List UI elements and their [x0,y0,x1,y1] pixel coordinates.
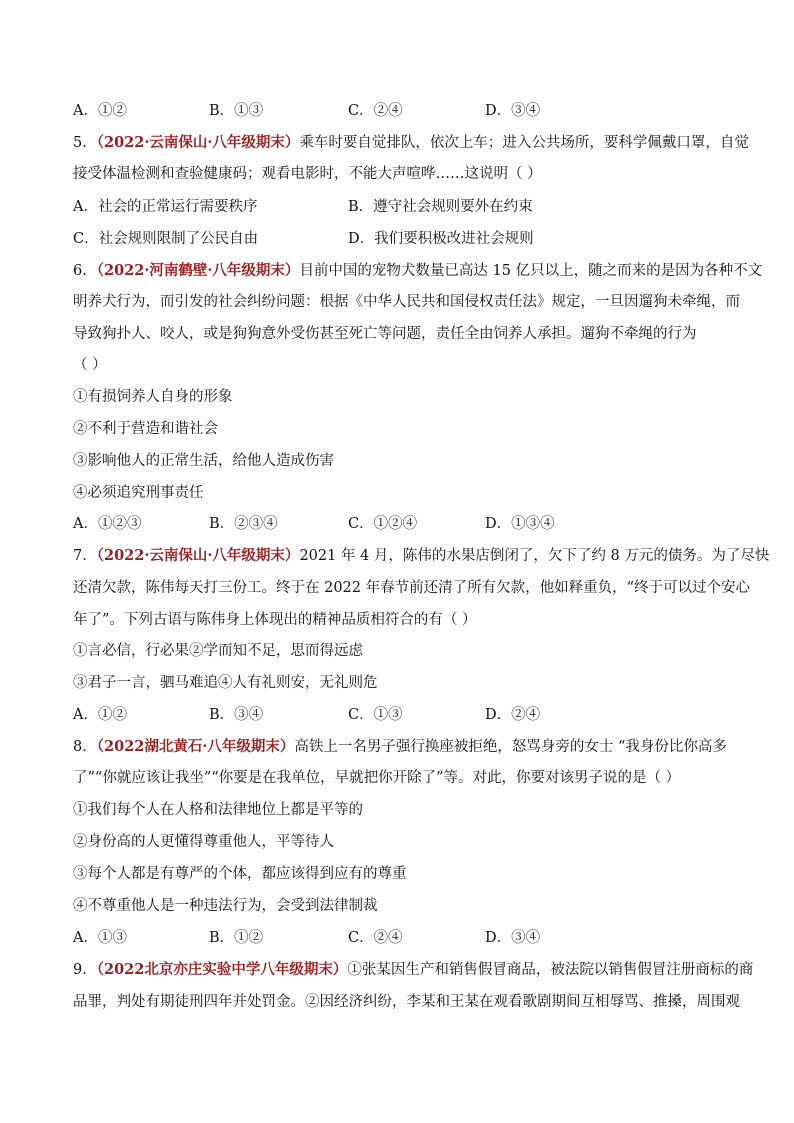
question-7-line-1 [73,546,770,566]
option-b: B．③④ [209,707,264,723]
option-c: C．②④ [348,930,403,946]
question-text: 高铁上一名男子强行换座被拒绝，怒骂身旁的女士 “我身份比你高多 [294,739,727,755]
question-9-line-1 [73,960,754,980]
option-a: A．①②③ [73,516,142,532]
option-a: A．①③ [73,930,127,946]
option-b: B．①② [209,930,264,946]
option-c: C．①②④ [348,516,418,532]
option-d: D．③④ [485,103,541,119]
question-8-line-2: 了”“你就应该让我坐”“你要是在我单位，早就把你开除了”等。对此，你要对该男子说的是（ ） [73,770,681,786]
option-c: C．①③ [348,707,403,723]
question-text: 2021 年 4 月，陈伟的水果店倒闭了，欠下了约 8 万元的债务。为了尽快 [299,548,770,564]
question-5-line-1 [73,133,749,153]
question-number: 5． [73,135,97,151]
statement-4: ④不尊重他人是一种违法行为，会受到法律制裁 [73,898,378,914]
option-a: A．社会的正常运行需要秩序 [73,199,258,215]
question-7-line-3: 年了”。下列古语与陈伟身上体现出的精神品质相符合的有（ ） [73,612,477,628]
statement-1: ①言必信，行必果②学而知不足，思而得远虑 [73,643,363,659]
question-6-line-2: 明养犬行为，而引发的社会纠纷问题：根据《中华人民共和国侵权责任法》规定，一旦因遛狗未牵绳，而 [73,294,740,310]
question-number: 9． [73,962,97,978]
option-a: A．①② [73,103,127,119]
question-6-line-3: 导致狗扑人、咬人，或是狗狗意外受伤甚至死亡等问题，责任全由饲养人承担。遛狗不牵绳的行为 [73,326,697,342]
question-5-line-2: 接受体温检测和查验健康码；观看电影时，不能大声喧哗……这说明（ ） [73,166,542,182]
option-b: B．遵守社会规则要外在约束 [348,199,533,215]
question-number: 6． [73,263,97,279]
statement-3: ③影响他人的正常生活，给他人造成伤害 [73,453,334,469]
question-number: 8． [73,739,97,755]
question-source: （2022·河南鹤壁·八年级期末） [96,262,300,279]
question-6-line-4: （ ） [73,357,107,373]
statement-3: ③每个人都是有尊严的个体，都应该得到应有的尊重 [73,866,407,882]
question-9-line-2: 品罪，判处有期徒刑四年并处罚金。②因经济纠纷，李某和王某在观看歌剧期间互相辱骂、推搡，周围观 [73,994,740,1010]
question-number: 7． [73,548,97,564]
option-a: A．①② [73,707,127,723]
question-text: ①张某因生产和销售假冒商品，被法院以销售假冒注册商标的商 [347,962,754,978]
question-6-line-1 [73,261,763,281]
question-source: （2022湖北黄石·八年级期末） [96,738,295,755]
option-d: D．我们要积极改进社会规则 [348,231,534,247]
option-d: D．①③④ [485,516,555,532]
question-8-line-1 [73,737,727,757]
question-source: （2022·云南保山·八年级期末） [96,134,300,151]
question-source: （2022北京亦庄实验中学八年级期末） [96,961,348,978]
option-b: B．②③④ [209,516,278,532]
question-text: 目前中国的宠物犬数量已高达 15 亿只以上，随之而来的是因为各种不文 [299,263,763,279]
statement-4: ④必须追究刑事责任 [73,485,204,501]
statement-1: ①有损饲养人自身的形象 [73,389,233,405]
option-c: C．②④ [348,103,403,119]
option-d: D．②④ [485,707,541,723]
statement-2: ③君子一言，驷马难追④人有礼则安，无礼则危 [73,675,378,691]
option-d: D．③④ [485,930,541,946]
option-c: C．社会规则限制了公民自由 [73,231,259,247]
option-b: B．①③ [209,103,264,119]
question-source: （2022·云南保山·八年级期末） [96,547,300,564]
statement-2: ②不利于营造和谐社会 [73,421,218,437]
statement-1: ①我们每个人在人格和法律地位上都是平等的 [73,802,363,818]
question-7-line-2: 还清欠款，陈伟每天打三份工。终于在 2022 年春节前还清了所有欠款，他如释重负，“终于可以过个安心 [73,580,751,596]
question-text: 乘车时要自觉排队，依次上车；进入公共场所，要科学佩戴口罩，自觉 [299,135,749,151]
statement-2: ②身份高的人更懂得尊重他人，平等待人 [73,834,334,850]
